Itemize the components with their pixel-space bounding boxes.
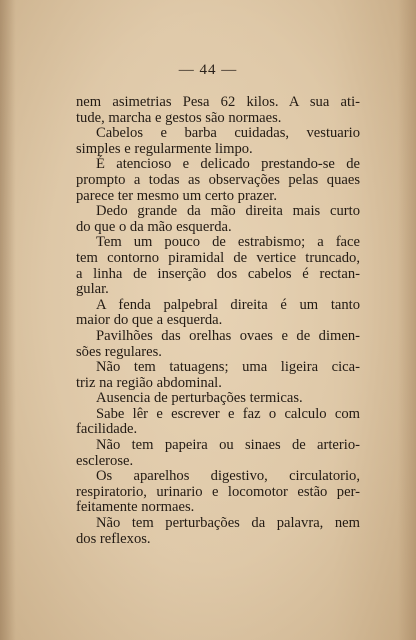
page-edge-shadow <box>398 0 416 640</box>
text-line: feitamente normaes. <box>76 499 195 516</box>
text-line: esclerose. <box>76 452 134 469</box>
text-line: maior do que a esquerda. <box>76 312 223 329</box>
text-line: gular. <box>76 281 109 298</box>
text-line: a linha de inserção dos cabelos é rectan- <box>76 265 360 282</box>
page-gutter-shadow <box>0 0 16 640</box>
text-line: dos reflexos. <box>76 530 151 547</box>
text-line: Os aparelhos digestivo, circulatorio, <box>96 468 360 485</box>
text-line: Não tem tatuagens; uma ligeira cica- <box>96 359 360 376</box>
text-line: facilidade. <box>76 421 138 438</box>
text-line: nem asimetrias Pesa 62 kilos. A sua ati- <box>76 94 360 110</box>
text-line: tude, marcha e gestos são normaes. <box>76 109 282 126</box>
text-line: parece ter mesmo um certo prazer. <box>76 187 277 204</box>
text-line: sões regulares. <box>76 343 162 360</box>
text-line: É atencioso e delicado prestando-se de <box>96 156 360 173</box>
page-number: — 44 — <box>178 62 238 78</box>
text-line: simples e regularmente limpo. <box>76 140 253 157</box>
text-line: Cabelos e barba cuidadas, vestuario <box>96 125 360 142</box>
text-line: tem contorno piramidal de vertice truncado, <box>76 249 360 266</box>
text-line: Não tem perturbações da palavra, nem <box>96 515 360 532</box>
text-line: prompto a todas as observações pelas quaes <box>76 171 360 188</box>
text-line: triz na região abdominal. <box>76 374 222 391</box>
text-line: Tem um pouco de estrabismo; a face <box>96 234 360 251</box>
text-line: A fenda palpebral direita é um tanto <box>96 296 360 313</box>
text-line: Ausencia de perturbações termicas. <box>96 390 303 407</box>
text-line: respiratorio, urinario e locomotor estão per- <box>76 483 360 500</box>
text-line: Dedo grande da mão direita mais curto <box>96 203 360 220</box>
text-line: Não tem papeira ou sinaes de arterio- <box>96 437 360 454</box>
body-text <box>76 95 360 547</box>
text-line: Pavilhões das orelhas ovaes e de dimen- <box>96 327 360 344</box>
text-line: do que o da mão esquerda. <box>76 218 232 235</box>
text-line: Sabe lêr e escrever e faz o calculo com <box>96 405 360 422</box>
